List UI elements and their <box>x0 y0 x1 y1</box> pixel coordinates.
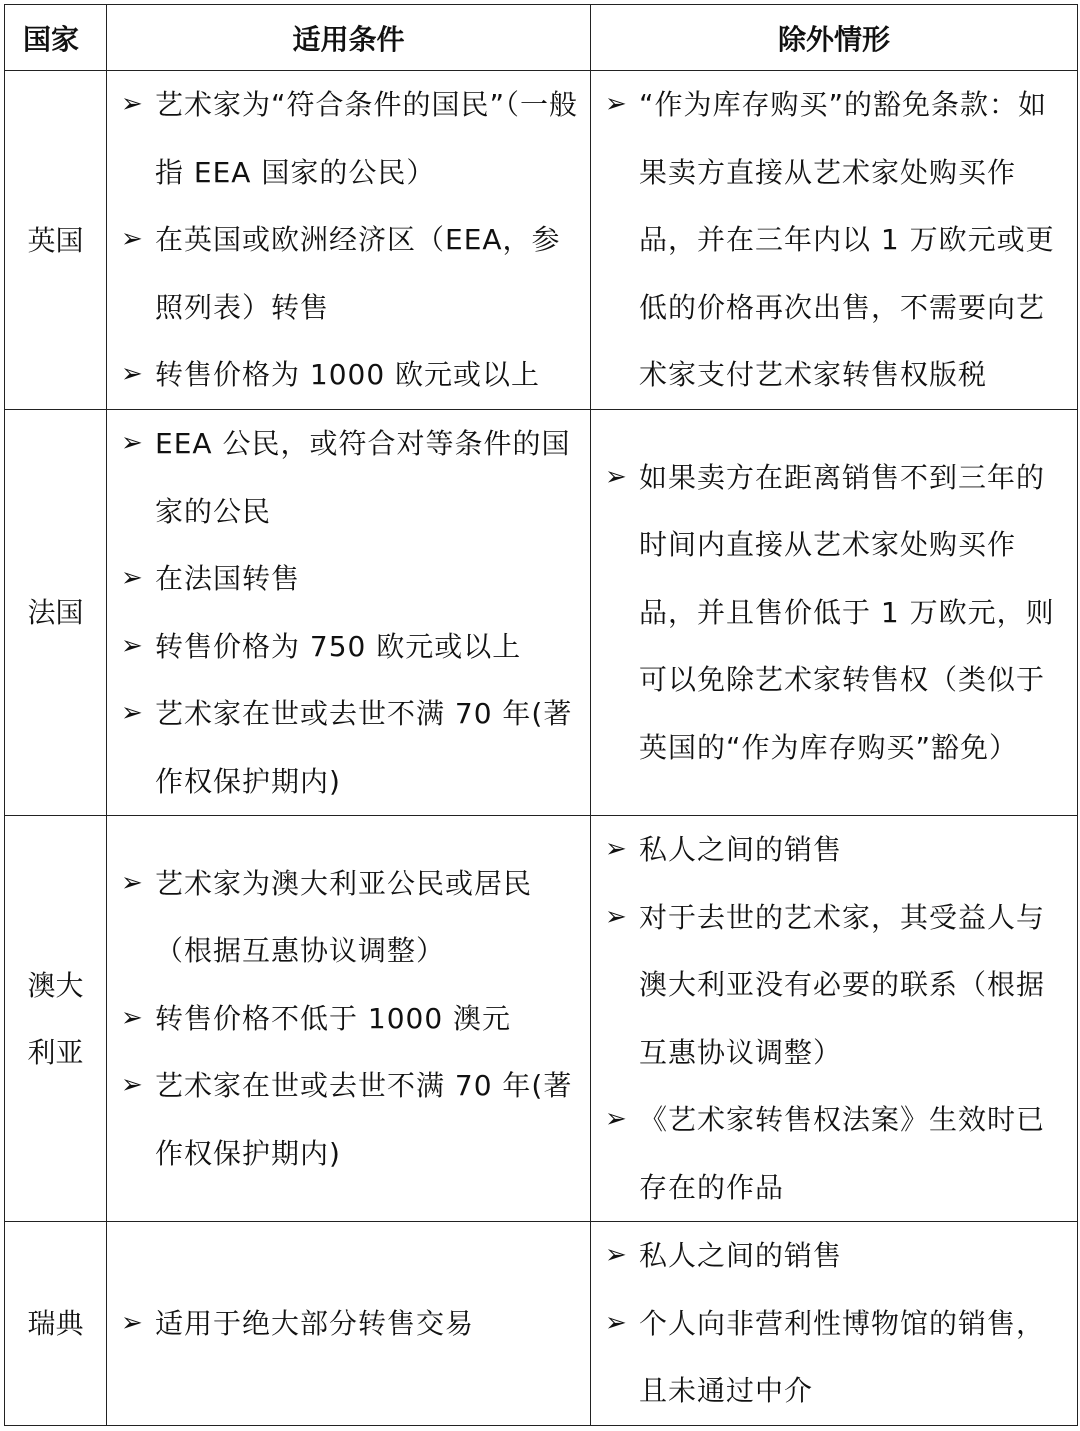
country-cell <box>5 71 107 410</box>
header-conditions: 适用条件 <box>107 5 591 71</box>
country-cell <box>5 410 107 816</box>
list-item: ➢ 艺术家在世或去世不满 70 年(著作权保护期内) <box>121 1052 586 1187</box>
exceptions-cell <box>591 71 1078 410</box>
arrow-bullet-icon: ➢ <box>605 1104 628 1134</box>
conditions-list <box>107 850 590 1188</box>
arrow-bullet-icon: ➢ <box>605 834 628 864</box>
list-item: ➢ “作为库存购买”的豁免条款：如果卖方直接从艺术家处购买作品，并在三年内以 1 万欧元或更低的价格再次出售，不需要向艺术家支付艺术家转售权版税 <box>605 71 1073 409</box>
exceptions-cell <box>591 410 1078 816</box>
conditions-list <box>107 1290 590 1358</box>
list-item: ➢ 私人之间的销售 <box>605 1222 1073 1290</box>
list-item: ➢ 私人之间的销售 <box>605 816 1073 884</box>
country-name: 法国 <box>27 596 84 629</box>
list-item: ➢ 在法国转售 <box>121 545 586 613</box>
table-row-france <box>5 410 1078 816</box>
arrow-bullet-icon: ➢ <box>121 224 144 255</box>
country-cell <box>5 816 107 1222</box>
arrow-bullet-icon: ➢ <box>121 1070 144 1101</box>
table-row-australia <box>5 816 1078 1222</box>
arrow-bullet-icon: ➢ <box>121 428 144 458</box>
conditions-cell <box>107 816 591 1222</box>
resale-rights-table <box>4 4 1078 1426</box>
country-name-line: 澳大 <box>27 968 84 1002</box>
exceptions-cell <box>591 816 1078 1222</box>
list-item: ➢ 艺术家在世或去世不满 70 年(著作权保护期内) <box>121 680 586 815</box>
exceptions-list <box>591 71 1077 409</box>
country-name: 瑞典 <box>27 1306 84 1340</box>
arrow-bullet-icon: ➢ <box>121 359 144 390</box>
list-item: ➢ 个人向非营利性博物馆的销售，且未通过中介 <box>605 1290 1073 1425</box>
exceptions-cell <box>591 1222 1078 1426</box>
list-item: ➢ 转售价格不低于 1000 澳元 <box>121 985 586 1053</box>
list-item: ➢ 艺术家为澳大利亚公民或居民（根据互惠协议调整） <box>121 850 586 985</box>
arrow-bullet-icon: ➢ <box>605 901 628 932</box>
exceptions-list <box>591 816 1077 1221</box>
arrow-bullet-icon: ➢ <box>121 563 144 593</box>
arrow-bullet-icon: ➢ <box>121 630 144 661</box>
list-item: ➢ 对于去世的艺术家，其受益人与澳大利亚没有必要的联系（根据互惠协议调整） <box>605 884 1073 1087</box>
list-item: ➢ 《艺术家转售权法案》生效时已存在的作品 <box>605 1086 1073 1221</box>
arrow-bullet-icon: ➢ <box>121 698 144 728</box>
table-row-uk <box>5 71 1078 410</box>
arrow-bullet-icon: ➢ <box>121 867 144 898</box>
list-item: ➢ EEA 公民，或符合对等条件的国家的公民 <box>121 410 586 545</box>
table-row-sweden <box>5 1222 1078 1426</box>
list-item: ➢ 如果卖方在距离销售不到三年的时间内直接从艺术家处购买作品，并且售价低于 1 万欧元，则可以免除艺术家转售权（类似于英国的“作为库存购买”豁免） <box>605 444 1073 782</box>
arrow-bullet-icon: ➢ <box>121 89 144 120</box>
list-item: ➢ 适用于绝大部分转售交易 <box>121 1290 586 1358</box>
header-exceptions: 除外情形 <box>591 5 1078 71</box>
conditions-list <box>107 71 590 409</box>
arrow-bullet-icon: ➢ <box>605 1240 628 1270</box>
list-item: ➢ 在英国或欧洲经济区（EEA，参照列表）转售 <box>121 206 586 341</box>
arrow-bullet-icon: ➢ <box>605 89 628 120</box>
arrow-bullet-icon: ➢ <box>605 461 628 492</box>
conditions-cell <box>107 1222 591 1426</box>
exceptions-list <box>591 444 1077 782</box>
list-item: ➢ 艺术家为“符合条件的国民”（一般指 EEA 国家的公民） <box>121 71 586 206</box>
table-header-row <box>5 5 1078 71</box>
conditions-list <box>107 410 590 815</box>
country-name-line: 利亚 <box>27 1035 84 1069</box>
arrow-bullet-icon: ➢ <box>121 1002 144 1033</box>
conditions-cell <box>107 71 591 410</box>
country-cell <box>5 1222 107 1426</box>
list-item: ➢ 转售价格为 750 欧元或以上 <box>121 613 586 681</box>
exceptions-list <box>591 1222 1077 1425</box>
arrow-bullet-icon: ➢ <box>121 1307 144 1338</box>
conditions-cell <box>107 410 591 816</box>
country-name: 英国 <box>27 223 84 257</box>
arrow-bullet-icon: ➢ <box>605 1307 628 1338</box>
list-item: ➢ 转售价格为 1000 欧元或以上 <box>121 341 586 409</box>
header-country: 国家 <box>5 5 107 71</box>
